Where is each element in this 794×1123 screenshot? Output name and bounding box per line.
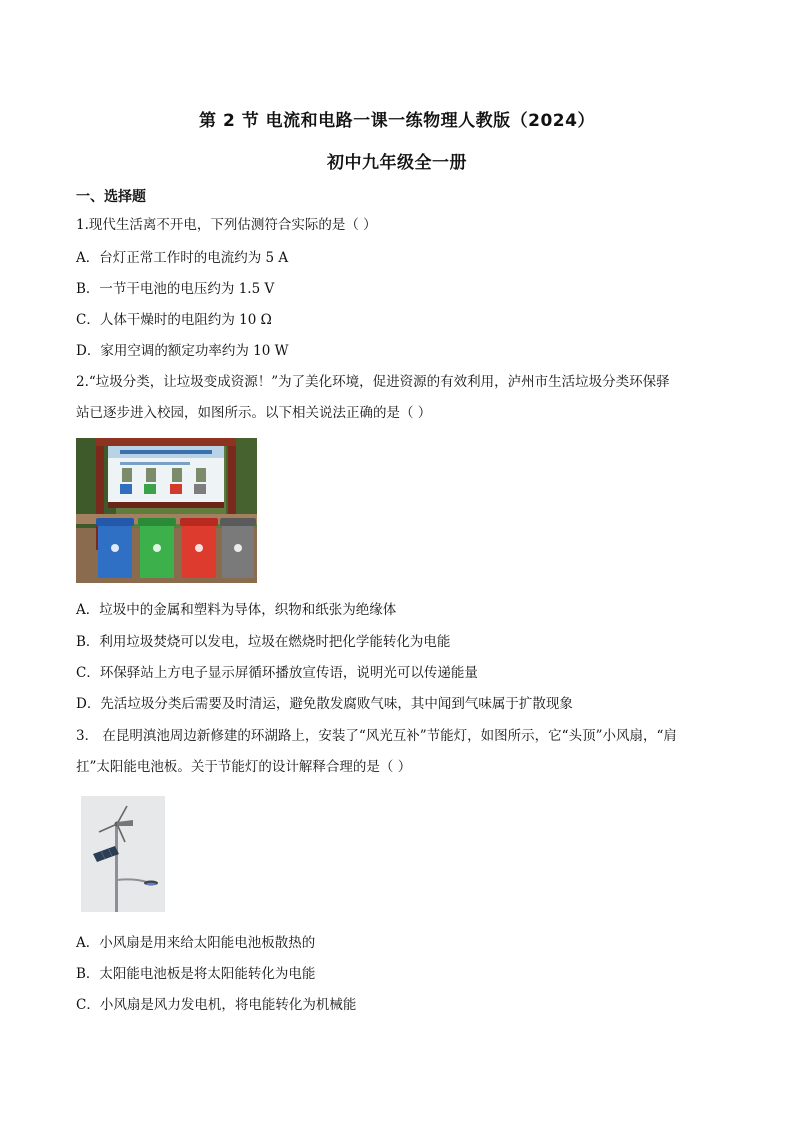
page-title: 第 2 节 电流和电路一课一练物理人教版（2024） (199, 111, 595, 131)
question-3-option-b: B．太阳能电池板是将太阳能转化为电能 (76, 966, 316, 982)
question-3-stem-line1: 3． 在昆明滇池周边新修建的环湖路上，安装了“风光互补”节能灯，如图所示，它“头顶”小风扇，“肩 (76, 728, 677, 744)
question-1-option-b: B．一节干电池的电压约为 1.5 V (76, 281, 275, 297)
question-2-option-a: A．垃圾中的金属和塑料为导体，织物和纸张为绝缘体 (76, 602, 397, 618)
question-2-option-b: B．利用垃圾焚烧可以发电，垃圾在燃烧时把化学能转化为电能 (76, 634, 451, 650)
section-heading: 一、选择题 (76, 189, 146, 205)
question-3-stem-line2: 扛”太阳能电池板。关于节能灯的设计解释合理的是（ ） (76, 759, 412, 775)
question-3-option-a: A．小风扇是用来给太阳能电池板散热的 (76, 935, 316, 951)
page-subtitle: 初中九年级全一册 (327, 153, 467, 173)
question-1-option-d: D．家用空调的额定功率约为 10 W (76, 343, 289, 359)
question-2-option-d: D．先活垃圾分类后需要及时清运，避免散发腐败气味，其中闻到气味属于扩散现象 (76, 696, 573, 712)
question-1-option-c: C．人体干燥时的电阻约为 10 Ω (76, 312, 272, 328)
garbage-bins-photo (76, 438, 257, 583)
wind-solar-streetlight-photo (81, 796, 165, 912)
question-2-stem-line1: 2.“垃圾分类，让垃圾变成资源！”为了美化环境，促进资源的有效利用，泸州市生活垃圾分类环保驿 (76, 374, 670, 390)
question-1-stem: 1.现代生活离不开电，下列估测符合实际的是（ ） (76, 217, 377, 233)
question-3-option-c: C．小风扇是风力发电机，将电能转化为机械能 (76, 997, 357, 1013)
question-2-stem-line2: 站已逐步进入校园，如图所示。以下相关说法正确的是（ ） (76, 405, 432, 421)
question-1-option-a: A．台灯正常工作时的电流约为 5 A (76, 250, 289, 266)
question-2-option-c: C．环保驿站上方电子显示屏循环播放宣传语，说明光可以传递能量 (76, 665, 478, 681)
